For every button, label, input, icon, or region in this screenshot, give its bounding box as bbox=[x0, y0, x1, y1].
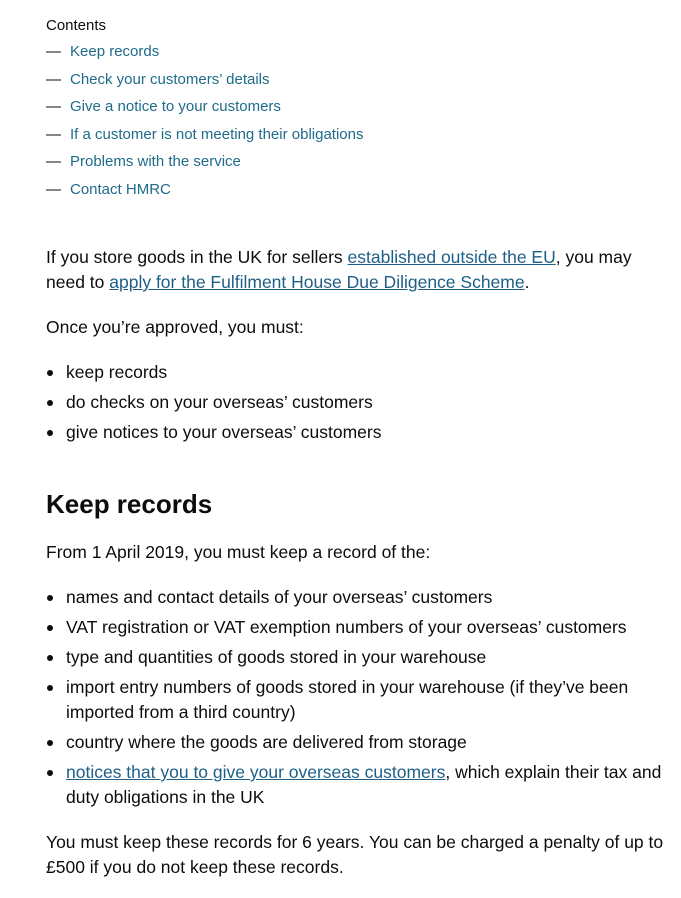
list-item: VAT registration or VAT exemption numbers of your overseas’ customers bbox=[46, 615, 671, 640]
contents-item bbox=[46, 125, 363, 153]
list-item: give notices to your overseas’ customers bbox=[46, 420, 381, 445]
dash: — bbox=[46, 125, 61, 143]
keep-records-list bbox=[46, 585, 671, 815]
apply-scheme-link[interactable]: apply for the Fulfilment House Due Diligence Scheme bbox=[109, 272, 525, 292]
list-item: country where the goods are delivered from storage bbox=[46, 730, 671, 755]
retention-paragraph: You must keep these records for 6 years. You can be charged a penalty of up to £500 if you do not keep these records. bbox=[46, 832, 664, 877]
contents-title: Contents bbox=[46, 17, 107, 34]
dash: — bbox=[46, 70, 61, 88]
dash: — bbox=[46, 153, 61, 170]
notices-link[interactable]: notices that you to give your overseas customers bbox=[66, 762, 446, 782]
dash: — bbox=[46, 180, 61, 198]
contents-link-problems[interactable]: Problems with the service bbox=[70, 153, 241, 170]
approved-paragraph: Once you’re approved, you must: bbox=[46, 317, 304, 337]
list-item: keep records bbox=[46, 360, 381, 385]
contents-item bbox=[46, 97, 363, 125]
list-item: type and quantities of goods stored in your warehouse bbox=[46, 645, 671, 670]
list-item bbox=[46, 760, 671, 810]
contents-link-not-meeting-obligations[interactable]: If a customer is not meeting their obligations bbox=[70, 125, 364, 143]
dash: — bbox=[46, 98, 61, 115]
established-outside-eu-link[interactable]: established outside the EU bbox=[347, 247, 556, 267]
contents-list bbox=[46, 42, 363, 207]
intro-text: . bbox=[524, 272, 530, 292]
list-item-text: , which explain their tax and duty obligations in the UK bbox=[66, 762, 662, 807]
contents-item bbox=[46, 42, 363, 70]
contents-item bbox=[46, 70, 363, 98]
contents-link-check-details[interactable]: Check your customers’ details bbox=[70, 70, 270, 88]
approved-list bbox=[46, 360, 381, 450]
list-item: import entry numbers of goods stored in your warehouse (if they’ve been imported from a third country) bbox=[46, 675, 671, 725]
keep-records-heading: Keep records bbox=[46, 489, 213, 519]
contents-item bbox=[46, 180, 363, 208]
contents-link-give-notice[interactable]: Give a notice to your customers bbox=[70, 98, 281, 115]
list-item: do checks on your overseas’ customers bbox=[46, 390, 381, 415]
intro-text: , you may need to bbox=[46, 247, 632, 292]
contents-link-keep-records[interactable]: Keep records bbox=[70, 43, 160, 60]
contents-link-contact-hmrc[interactable]: Contact HMRC bbox=[70, 180, 171, 198]
dash: — bbox=[46, 43, 61, 60]
list-item: names and contact details of your overseas’ customers bbox=[46, 585, 671, 610]
keep-records-intro: From 1 April 2019, you must keep a record of the: bbox=[46, 542, 431, 562]
intro-text: If you store goods in the UK for sellers bbox=[46, 247, 348, 267]
contents-item bbox=[46, 152, 363, 180]
intro-paragraph bbox=[46, 245, 671, 295]
